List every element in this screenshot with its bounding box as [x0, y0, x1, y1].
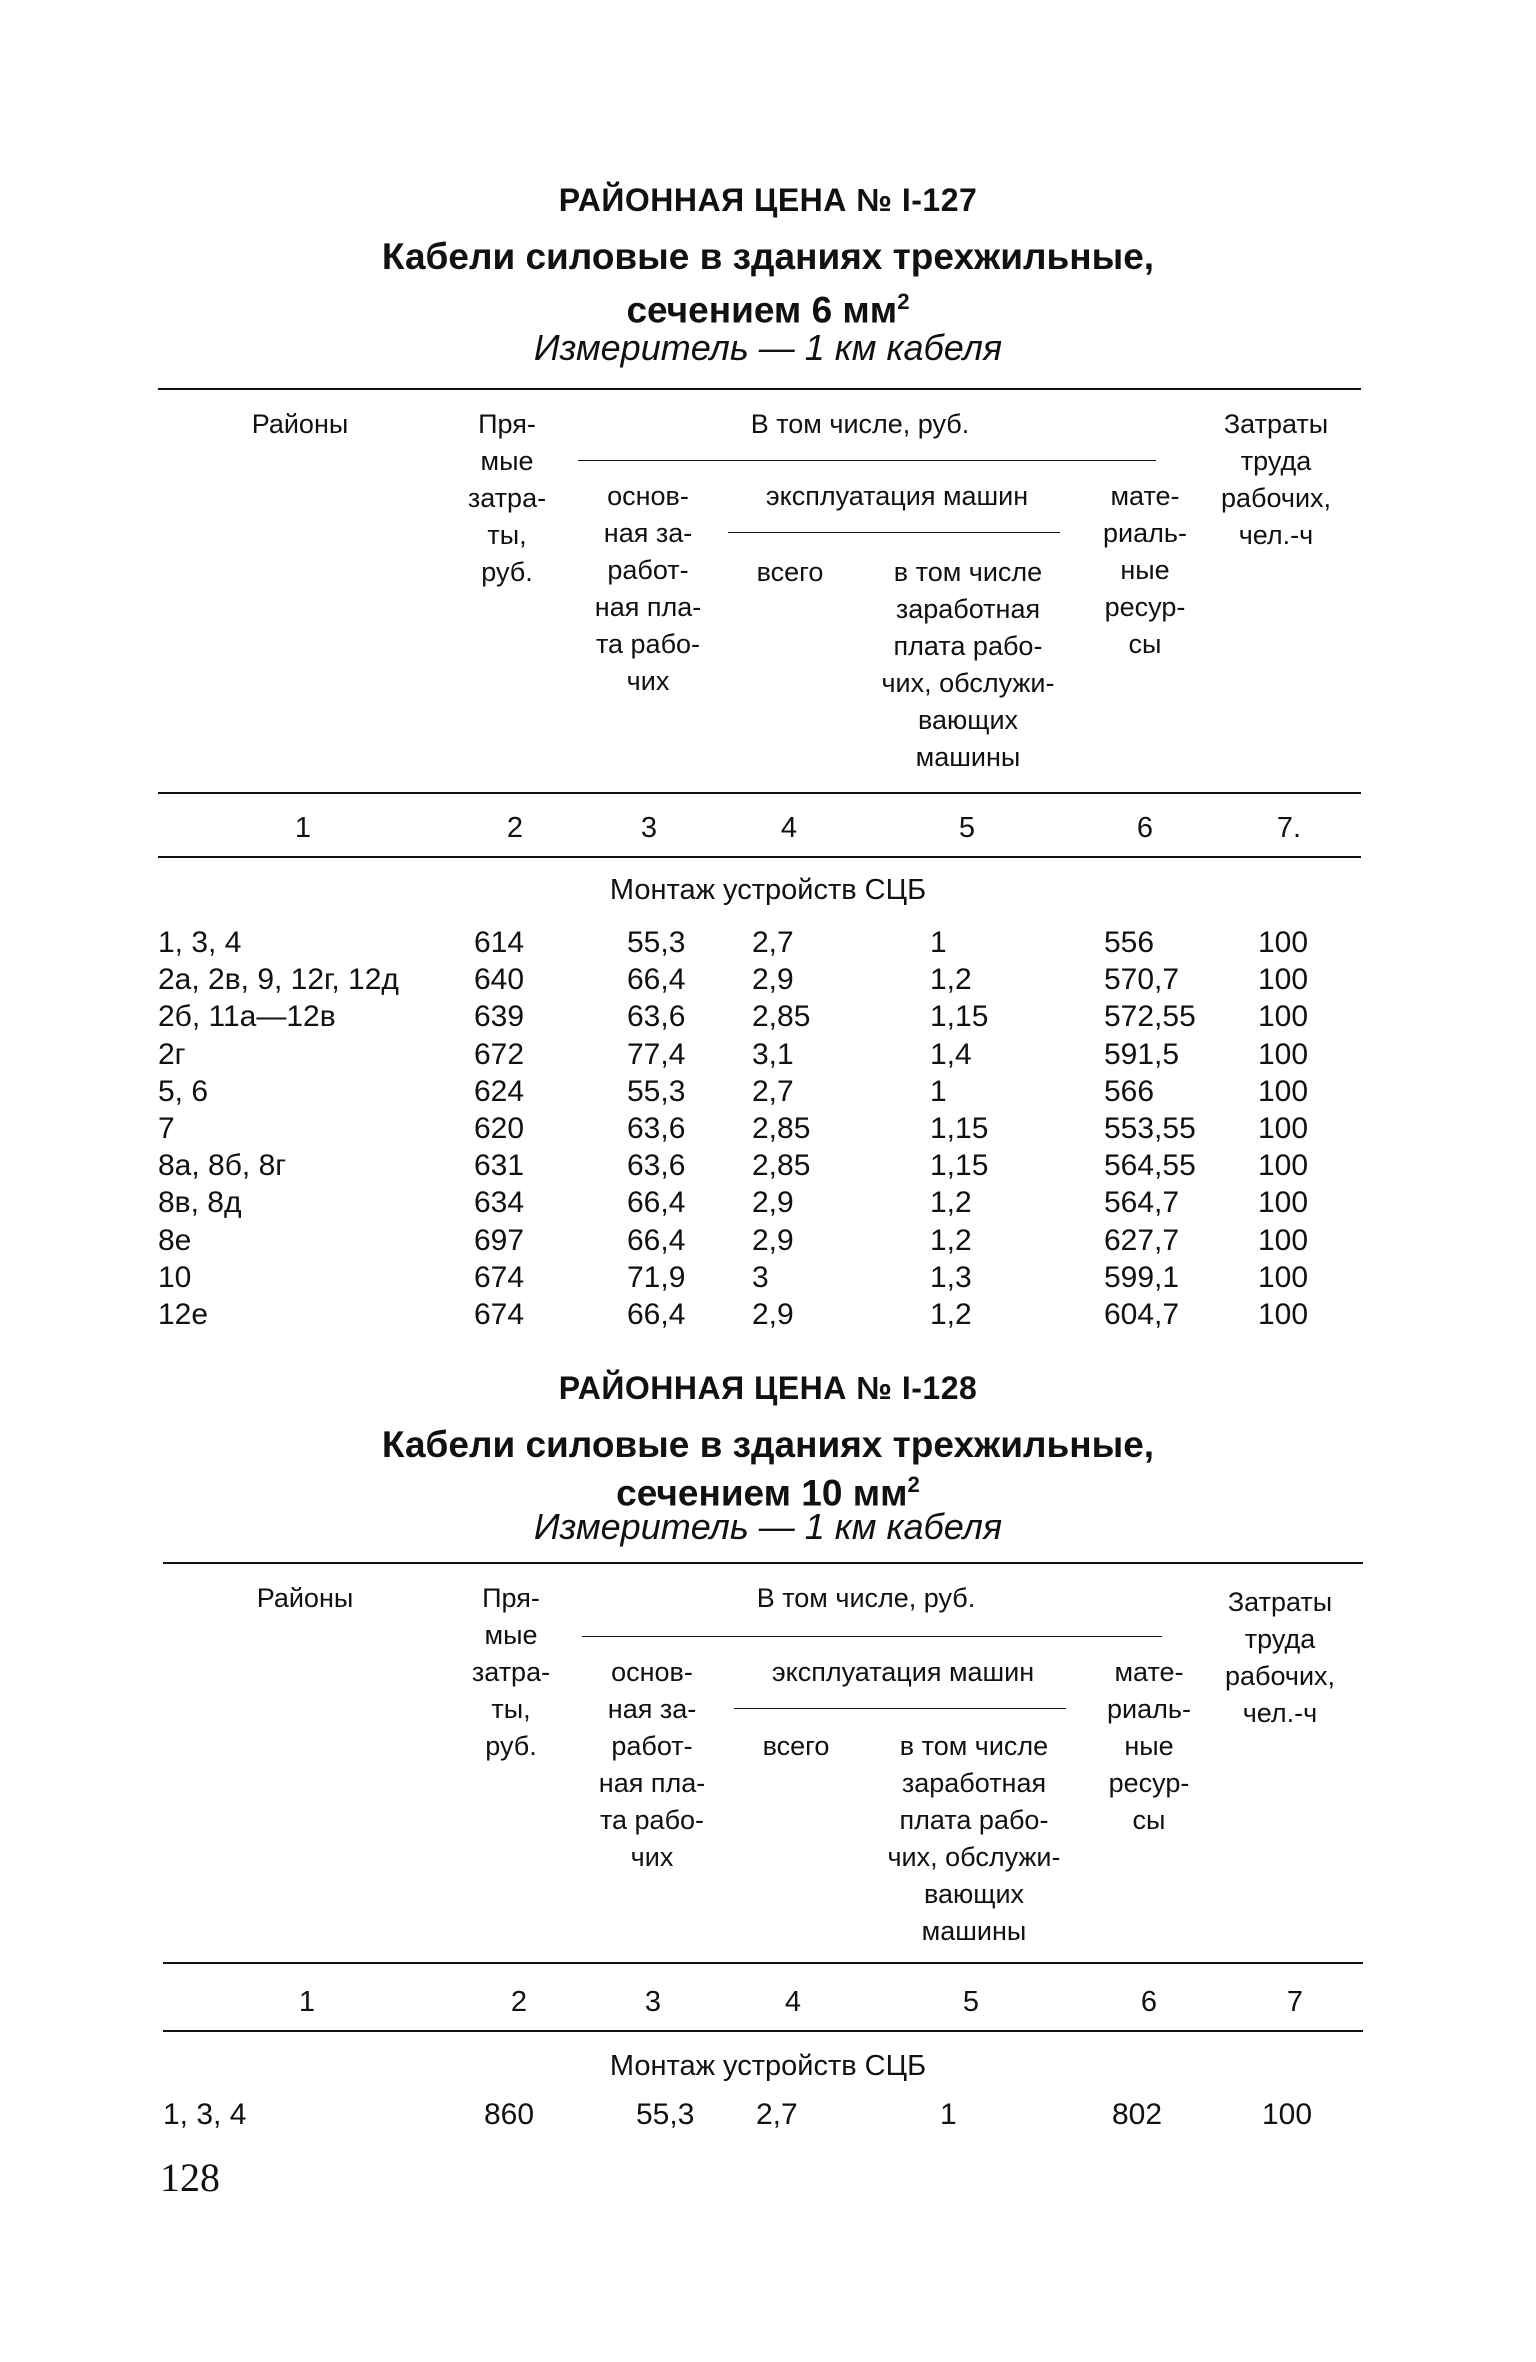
table-row — [0, 1184, 1536, 1221]
table-cell: 55,3 — [627, 926, 686, 959]
table-1-top-rule — [158, 388, 1361, 390]
table-row — [0, 1296, 1536, 1333]
header-including-1: В том числе, руб. — [750, 409, 970, 439]
page-number: 128 — [160, 2155, 220, 2200]
table-row — [0, 1222, 1536, 1259]
price-subtitle-1-line1: Кабели силовые в зданиях трехжильные, — [381, 236, 1155, 277]
table-cell: 8а, 8б, 8г — [158, 1149, 287, 1183]
table-cell: 63,6 — [627, 1112, 686, 1145]
section-2: Монтаж устройств СЦБ — [609, 2050, 927, 2082]
table-cell: 2,85 — [752, 1000, 811, 1034]
header-2-rule-b — [734, 1708, 1066, 1709]
table-cell: 1 — [940, 2098, 957, 2131]
table-cell: 100 — [1258, 1223, 1309, 1257]
table-cell: 1,15 — [930, 1000, 989, 1034]
measure-2: Измеритель — 1 км кабеля — [533, 1506, 1003, 1547]
table-cell: 802 — [1112, 2098, 1163, 2131]
table-cell: 100 — [1258, 926, 1309, 959]
table-cell: 2,9 — [752, 1298, 794, 1331]
table-cell: 570,7 — [1104, 963, 1180, 997]
table-cell: 100 — [1258, 963, 1309, 997]
table-cell: 639 — [474, 1000, 525, 1034]
price-subtitle-2-line1: Кабели силовые в зданиях трехжильные, — [381, 1424, 1155, 1465]
table-cell: 100 — [1258, 1000, 1309, 1034]
table-cell: 77,4 — [627, 1037, 686, 1071]
header-direct-costs-1: Пря- мые затра- ты, руб. — [467, 409, 547, 587]
table-cell: 3 — [752, 1260, 769, 1294]
col-num-2-7: 7 — [1286, 1986, 1304, 2018]
table-cell: 2,85 — [752, 1112, 811, 1145]
table-cell: 8е — [158, 1223, 192, 1257]
table-cell: 572,55 — [1104, 1000, 1196, 1034]
col-num-1-4: 4 — [780, 812, 798, 844]
table-cell: 620 — [474, 1112, 525, 1145]
table-2-colnum-rule — [163, 2030, 1363, 2032]
table-cell: 631 — [474, 1149, 525, 1183]
table-cell: 614 — [474, 926, 525, 959]
header-1-rule-a — [578, 460, 1156, 461]
header-incl-wage-2: в том числе заработная плата рабо- чих, обслужи- вающих машины — [887, 1731, 1061, 1946]
table-cell: 100 — [1258, 1037, 1309, 1071]
price-subtitle-1-text: сечением 6 мм — [626, 289, 898, 331]
table-cell: 100 — [1262, 2098, 1313, 2131]
table-cell: 7 — [158, 1112, 175, 1145]
table-cell: 100 — [1258, 1298, 1309, 1331]
table-cell: 71,9 — [627, 1260, 686, 1294]
table-cell: 55,3 — [627, 1074, 686, 1108]
table-cell: 599,1 — [1104, 1260, 1180, 1294]
price-subtitle-1-line2 — [0, 279, 1536, 333]
table-2-top-rule — [163, 1562, 1363, 1564]
header-base-wage-2: основ- ная за- работ- ная пла- та рабо- чих — [598, 1657, 706, 1872]
price-subtitle-2-text: сечением 10 мм — [616, 1472, 908, 1514]
header-base-wage-1: основ- ная за- работ- ная пла- та рабо- чих — [594, 481, 702, 696]
table-cell: 2г — [158, 1037, 186, 1071]
table-cell: 1, 3, 4 — [158, 926, 242, 959]
measure-1: Измеритель — 1 км кабеля — [533, 327, 1003, 368]
header-materials-2: мате- риаль- ные ресур- сы — [1107, 1657, 1191, 1835]
header-including-2: В том числе, руб. — [756, 1583, 976, 1613]
table-cell: 672 — [474, 1037, 525, 1071]
table-cell: 2,7 — [756, 2098, 798, 2131]
header-labor-2: Затраты труда рабочих, чел.-ч — [1224, 1587, 1336, 1728]
table-cell: 5, 6 — [158, 1074, 209, 1108]
col-num-2-2: 2 — [510, 1986, 528, 2018]
table-row — [0, 1036, 1536, 1073]
table-cell: 564,7 — [1104, 1186, 1180, 1220]
table-cell: 1, 3, 4 — [163, 2098, 247, 2131]
table-row — [0, 998, 1536, 1035]
table-cell: 2б, 11а—12в — [158, 1000, 336, 1034]
col-num-2-6: 6 — [1140, 1986, 1158, 2018]
header-direct-costs-2: Пря- мые затра- ты, руб. — [471, 1583, 551, 1761]
table-cell: 66,4 — [627, 1186, 686, 1220]
table-row — [0, 1073, 1536, 1110]
table-row — [0, 1259, 1536, 1296]
price-title-2: РАЙОННАЯ ЦЕНА № І-128 — [558, 1370, 978, 1406]
table-row — [0, 1147, 1536, 1184]
header-districts-1: Районы — [251, 409, 349, 439]
table-cell: 63,6 — [627, 1149, 686, 1183]
section-1: Монтаж устройств СЦБ — [609, 874, 927, 906]
table-row — [0, 924, 1536, 961]
table-cell: 2а, 2в, 9, 12г, 12д — [158, 963, 399, 997]
header-total-2: всего — [762, 1731, 830, 1761]
header-machine-1: эксплуатация машин — [765, 481, 1029, 511]
header-districts-2: Районы — [256, 1583, 354, 1613]
header-1-rule-b — [728, 532, 1060, 533]
table-cell: 63,6 — [627, 1000, 686, 1034]
table-cell: 591,5 — [1104, 1037, 1180, 1071]
table-cell: 1,3 — [930, 1260, 972, 1294]
price-subtitle-1-sup: 2 — [897, 289, 910, 314]
header-materials-1: мате- риаль- ные ресур- сы — [1103, 481, 1187, 659]
table-cell: 100 — [1258, 1260, 1309, 1294]
table-cell: 3,1 — [752, 1037, 794, 1071]
table-cell: 860 — [484, 2098, 535, 2131]
table-cell: 100 — [1258, 1149, 1309, 1183]
table-cell: 1 — [930, 1074, 947, 1108]
table-cell: 2,7 — [752, 1074, 794, 1108]
table-cell: 100 — [1258, 1186, 1309, 1220]
header-2-rule-a — [582, 1636, 1162, 1637]
table-1-header-bottom-rule — [158, 792, 1361, 794]
table-cell: 1,2 — [930, 963, 972, 997]
table-cell: 697 — [474, 1223, 525, 1257]
table-cell: 100 — [1258, 1074, 1309, 1108]
table-cell: 1,15 — [930, 1112, 989, 1145]
col-num-2-4: 4 — [784, 1986, 802, 2018]
table-cell: 2,9 — [752, 1223, 794, 1257]
col-num-1-7: 7. — [1276, 812, 1302, 844]
col-num-2-1: 1 — [298, 1986, 316, 2018]
col-num-2-5: 5 — [962, 1986, 980, 2018]
table-cell: 1,2 — [930, 1223, 972, 1257]
table-cell: 2,7 — [752, 926, 794, 959]
table-cell: 624 — [474, 1074, 525, 1108]
table-cell: 566 — [1104, 1074, 1155, 1108]
price-title-1: РАЙОННАЯ ЦЕНА № І-127 — [558, 182, 978, 218]
col-num-1-1: 1 — [294, 812, 312, 844]
table-row — [0, 961, 1536, 998]
table-cell: 1,4 — [930, 1037, 972, 1071]
table-cell: 66,4 — [627, 1223, 686, 1257]
table-cell: 604,7 — [1104, 1298, 1180, 1331]
table-cell: 634 — [474, 1186, 525, 1220]
table-cell: 564,55 — [1104, 1149, 1196, 1183]
table-cell: 2,85 — [752, 1149, 811, 1183]
col-num-1-2: 2 — [506, 812, 524, 844]
table-cell: 674 — [474, 1260, 525, 1294]
col-num-1-5: 5 — [958, 812, 976, 844]
table-cell: 1,2 — [930, 1186, 972, 1220]
table-cell: 556 — [1104, 926, 1155, 959]
header-machine-2: эксплуатация машин — [771, 1657, 1035, 1687]
table-cell: 2,9 — [752, 963, 794, 997]
col-num-1-6: 6 — [1136, 812, 1154, 844]
table-cell: 1 — [930, 926, 947, 959]
header-incl-wage-1: в том числе заработная плата рабо- чих, обслужи- вающих машины — [881, 557, 1055, 772]
price-subtitle-2-sup: 2 — [907, 1472, 920, 1497]
table-cell: 55,3 — [636, 2098, 695, 2131]
table-row — [0, 2096, 1536, 2133]
col-num-1-3: 3 — [640, 812, 658, 844]
table-cell: 12е — [158, 1298, 209, 1331]
table-1-colnum-rule — [158, 856, 1361, 858]
table-cell: 553,55 — [1104, 1112, 1196, 1145]
table-cell: 66,4 — [627, 963, 686, 997]
header-labor-1: Затраты труда рабочих, чел.-ч — [1220, 409, 1332, 550]
table-cell: 66,4 — [627, 1298, 686, 1331]
table-cell: 674 — [474, 1298, 525, 1331]
table-cell: 640 — [474, 963, 525, 997]
table-cell: 1,2 — [930, 1298, 972, 1331]
col-num-2-3: 3 — [644, 1986, 662, 2018]
table-cell: 627,7 — [1104, 1223, 1180, 1257]
table-cell: 10 — [158, 1260, 192, 1294]
table-cell: 8в, 8д — [158, 1186, 242, 1220]
table-cell: 100 — [1258, 1112, 1309, 1145]
header-total-1: всего — [756, 557, 824, 587]
table-cell: 2,9 — [752, 1186, 794, 1220]
table-2-header-bottom-rule — [163, 1962, 1363, 1964]
table-cell: 1,15 — [930, 1149, 989, 1183]
table-row — [0, 1110, 1536, 1147]
